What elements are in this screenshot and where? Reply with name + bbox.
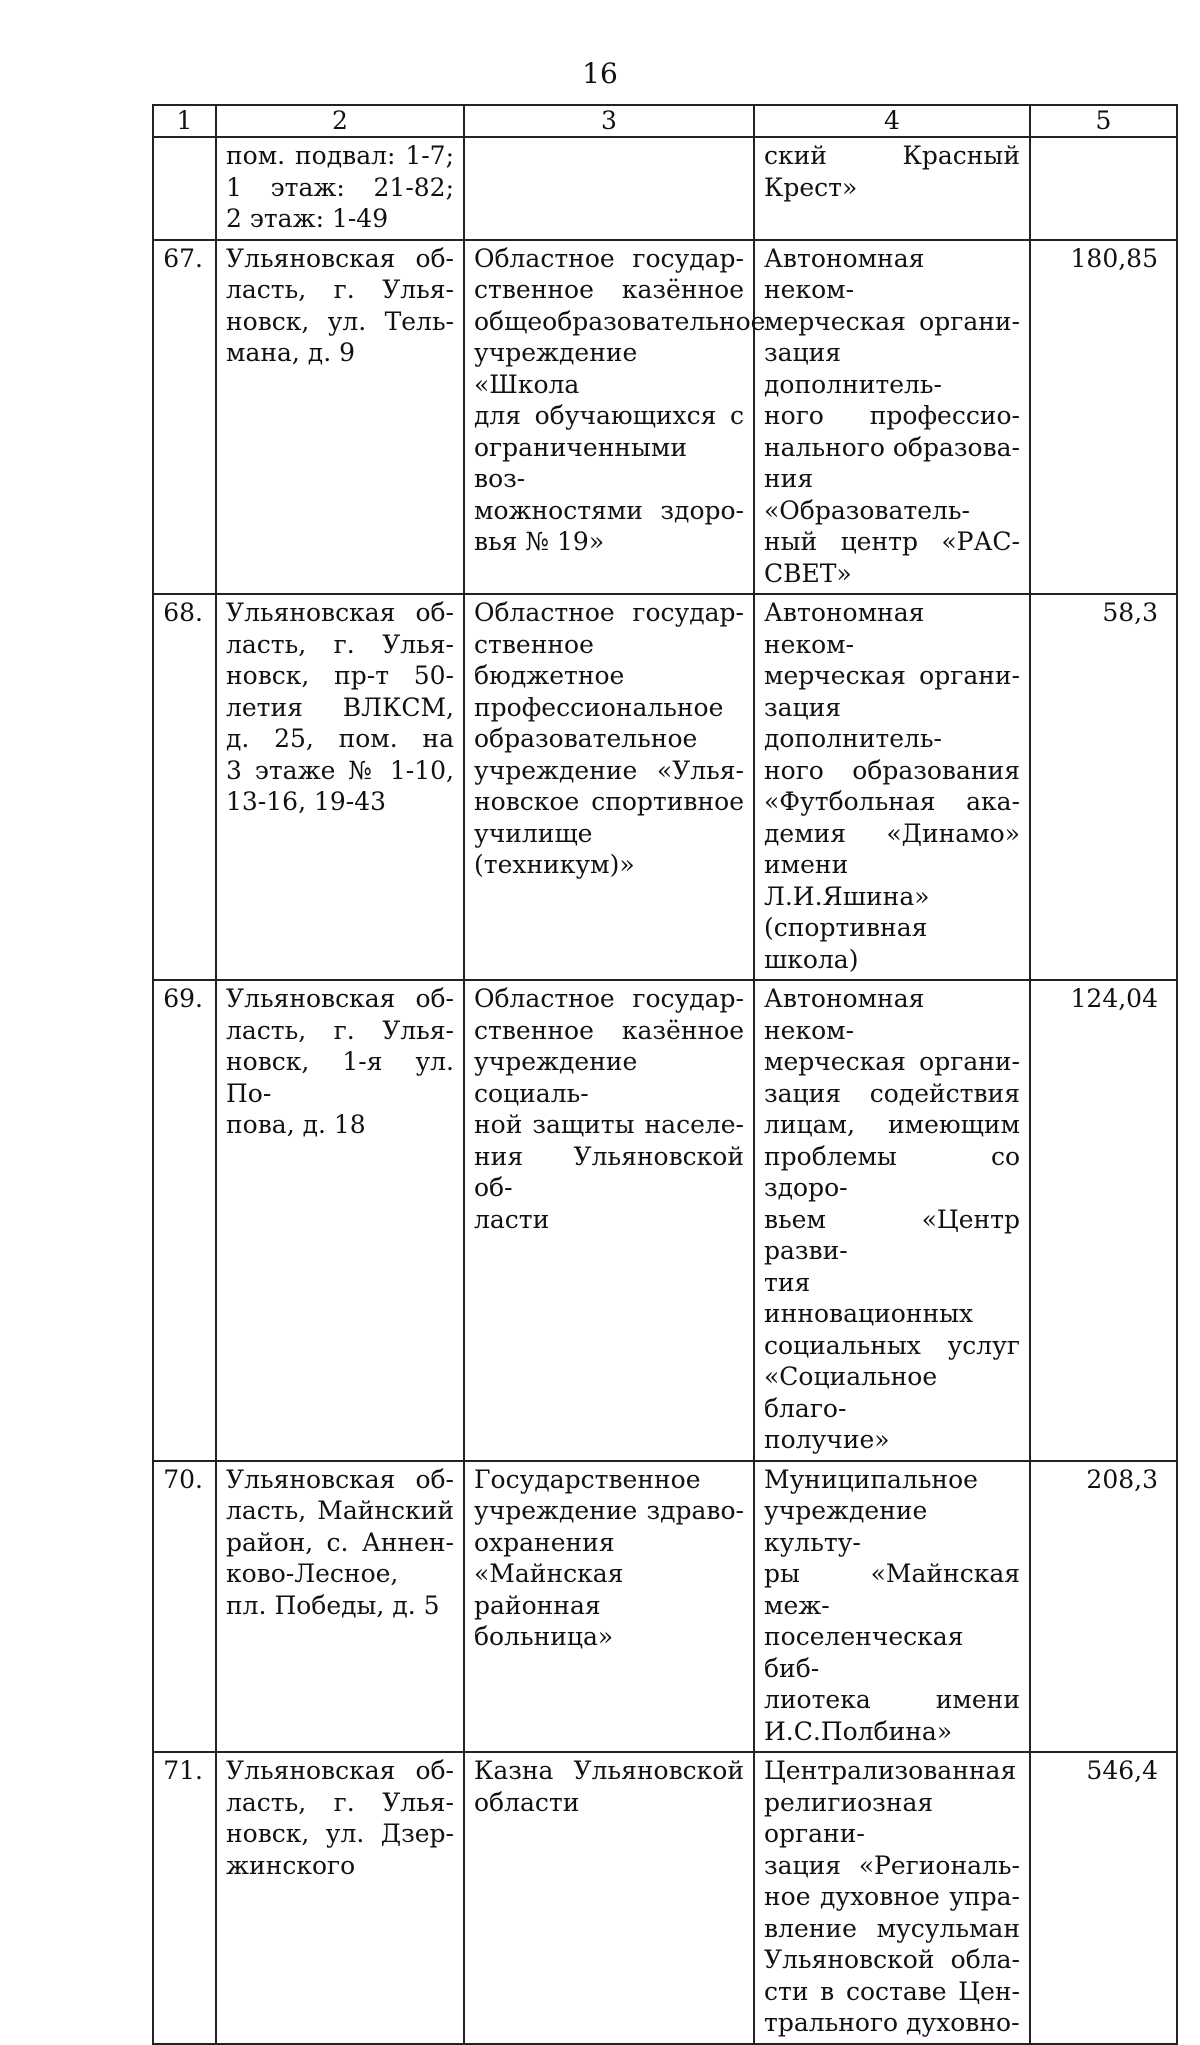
recipient-line: нального образова- [764, 432, 1020, 462]
address-line: Ульяновская об- [226, 1756, 454, 1785]
address-line: ласть, г. Улья- [226, 1015, 454, 1045]
address-line: пом. подвал: 1-7; [226, 141, 454, 170]
header-col-2: 2 [216, 105, 464, 137]
document-table [152, 104, 1178, 2045]
recipient-line: Ульяновской обла- [764, 1945, 1020, 1974]
address-line: летия ВЛКСМ, [226, 692, 454, 722]
holder-cell [464, 980, 754, 1461]
holder-line: ственное казённое [474, 1015, 744, 1045]
holder-line: ственное казённое [474, 275, 744, 304]
recipient-line: вление мусульман [764, 1913, 1020, 1943]
address-cell [216, 1461, 464, 1753]
holder-cell [464, 1752, 754, 2044]
recipient-line: ский Красный [764, 141, 1020, 170]
holder-line: Областное государ- [474, 243, 744, 273]
recipient-line: учреждение культу- [764, 1496, 928, 1557]
recipient-line: лицам, имеющим [764, 1110, 1020, 1139]
holder-line: районная больница» [474, 1590, 614, 1651]
recipient-line: мерческая органи- [764, 661, 1020, 690]
recipient-line: Централизованная [764, 1756, 1017, 1785]
table-row [153, 137, 1177, 240]
row-number: 70. [153, 1461, 216, 1753]
address-line: пл. Победы, д. 5 [226, 1590, 440, 1620]
area-value: 124,04 [1030, 980, 1177, 1461]
holder-line: Областное государ- [474, 598, 744, 627]
recipient-line: ры «Майнская меж- [764, 1559, 1020, 1620]
address-line: 3 этаже № 1-10, [226, 755, 454, 785]
recipient-line: И.С.Полбина» [764, 1716, 953, 1746]
table-header-row [153, 105, 1177, 137]
area-value [1030, 137, 1177, 240]
recipient-line: демия «Динамо» [764, 818, 1020, 848]
recipient-line: получие» [764, 1425, 890, 1454]
holder-line: учреждение «Улья- [474, 755, 744, 785]
address-line: 1 этаж: 21-82; [226, 172, 454, 202]
row-number: 68. [153, 594, 216, 980]
address-line: новск, пр-т 50- [226, 661, 454, 690]
holder-line: области [474, 1787, 580, 1817]
holder-line: охранения «Майнская [474, 1527, 624, 1588]
holder-line: образовательное [474, 724, 698, 753]
recipient-line: вьем «Центр разви- [764, 1204, 1020, 1265]
area-value: 180,85 [1030, 240, 1177, 595]
recipient-line: лиотека имени [764, 1685, 1020, 1714]
holder-line: учреждение «Школа [474, 338, 638, 399]
recipient-line: (спортивная школа) [764, 913, 928, 974]
recipient-line: сти в составе Цен- [764, 1976, 1020, 2006]
address-line: 2 этаж: 1-49 [226, 204, 389, 233]
table-row [153, 1461, 1177, 1753]
page-number: 16 [582, 57, 618, 90]
recipient-line: Крест» [764, 172, 858, 202]
recipient-line: «Футбольная ака- [764, 787, 1020, 816]
address-line: жинского [226, 1850, 356, 1880]
header-col-3: 3 [464, 105, 754, 137]
recipient-line: проблемы со здоро- [764, 1141, 1020, 1202]
recipient-cell [754, 594, 1030, 980]
holder-line: Казна Ульяновской [474, 1756, 744, 1785]
address-line: Ульяновская об- [226, 984, 454, 1013]
address-cell [216, 240, 464, 595]
row-number: 67. [153, 240, 216, 595]
address-line: район, с. Аннен- [226, 1527, 454, 1557]
recipient-line: ного профессио- [764, 401, 1020, 430]
recipient-line: Автономная неком- [764, 598, 925, 659]
holder-cell [464, 1461, 754, 1753]
holder-line: Областное государ- [474, 984, 744, 1013]
address-line: новск, ул. Дзер- [226, 1819, 454, 1848]
address-line: Ульяновская об- [226, 598, 454, 627]
holder-line: ной защиты населе- [474, 1110, 744, 1139]
holder-line: ния Ульяновской об- [474, 1141, 744, 1202]
recipient-line: ного образования [764, 755, 1020, 785]
recipient-line: трального духовно- [764, 2008, 1020, 2037]
recipient-line: «Социальное благо- [764, 1362, 938, 1423]
recipient-line: религиозная органи- [764, 1787, 934, 1848]
holder-line: профессиональное [474, 692, 724, 722]
recipient-line: ный центр «РАС- [764, 527, 1020, 556]
recipient-line: зация «Региональ- [764, 1850, 1020, 1880]
recipient-cell [754, 240, 1030, 595]
row-number: 69. [153, 980, 216, 1461]
address-line: ласть, г. Улья- [226, 275, 454, 304]
recipient-line: Автономная неком- [764, 984, 925, 1045]
area-value: 208,3 [1030, 1461, 1177, 1753]
holder-cell [464, 594, 754, 980]
holder-line: училище (техникум)» [474, 818, 635, 879]
address-line: Ульяновская об- [226, 243, 454, 273]
table-row [153, 980, 1177, 1461]
header-col-4: 4 [754, 105, 1030, 137]
address-line: ково-Лесное, [226, 1559, 399, 1588]
recipient-line: мерческая органи- [764, 1047, 1020, 1076]
recipient-line: социальных услуг [764, 1330, 1020, 1360]
holder-line: учреждение социаль- [474, 1047, 638, 1108]
address-cell [216, 1752, 464, 2044]
holder-cell [464, 137, 754, 240]
address-line: ласть, г. Улья- [226, 629, 454, 659]
recipient-line: поселенческая биб- [764, 1622, 964, 1683]
recipient-line: зация дополнитель- [764, 692, 942, 753]
holder-line: ласти [474, 1204, 550, 1234]
recipient-line: СВЕТ» [764, 558, 852, 588]
address-cell [216, 980, 464, 1461]
recipient-cell [754, 980, 1030, 1461]
recipient-line: ное духовное упра- [764, 1882, 1020, 1911]
recipient-cell [754, 1752, 1030, 2044]
address-line: новск, 1-я ул. По- [226, 1047, 454, 1108]
holder-line: для обучающихся с [474, 401, 744, 430]
holder-line: ограниченными воз- [474, 432, 688, 493]
header-col-5: 5 [1030, 105, 1177, 137]
holder-cell [464, 240, 766, 595]
holder-line: Государственное [474, 1464, 701, 1494]
holder-line: новское спортивное [474, 787, 744, 816]
area-value: 58,3 [1030, 594, 1177, 980]
recipient-cell [754, 1461, 1030, 1753]
holder-line: ственное бюджетное [474, 629, 625, 690]
address-cell [216, 594, 464, 980]
row-number: 71. [153, 1752, 216, 2044]
table-row [153, 594, 1177, 980]
row-number [153, 137, 216, 240]
address-line: ласть, Майнский [226, 1496, 454, 1525]
recipient-line: ния «Образователь- [764, 464, 970, 525]
address-line: 13-16, 19-43 [226, 787, 387, 816]
address-line: ласть, г. Улья- [226, 1787, 454, 1817]
recipient-line: зация содействия [764, 1078, 1020, 1108]
recipient-line: зация дополнитель- [764, 338, 942, 399]
recipient-cell [754, 137, 1030, 240]
holder-line: можностями здоро- [474, 495, 744, 525]
area-value: 546,4 [1030, 1752, 1177, 2044]
recipient-line: тия инновационных [764, 1267, 974, 1328]
table-row [153, 1752, 1177, 2044]
holder-line: вья № 19» [474, 527, 605, 556]
address-line: пова, д. 18 [226, 1110, 366, 1139]
recipient-line: имени Л.И.Яшина» [764, 850, 930, 911]
recipient-line: Автономная неком- [764, 243, 925, 304]
address-line: мана, д. 9 [226, 338, 356, 367]
table-row [153, 240, 1177, 595]
holder-line: учреждение здраво- [474, 1496, 744, 1525]
recipient-line: Муниципальное [764, 1464, 978, 1494]
address-line: Ульяновская об- [226, 1464, 454, 1494]
recipient-line: мерческая органи- [764, 306, 1020, 336]
header-col-1: 1 [153, 105, 216, 137]
address-cell [216, 137, 464, 240]
address-line: новск, ул. Тель- [226, 306, 454, 336]
address-line: д. 25, пом. на [226, 724, 454, 753]
holder-line: общеобразовательное [474, 306, 766, 336]
